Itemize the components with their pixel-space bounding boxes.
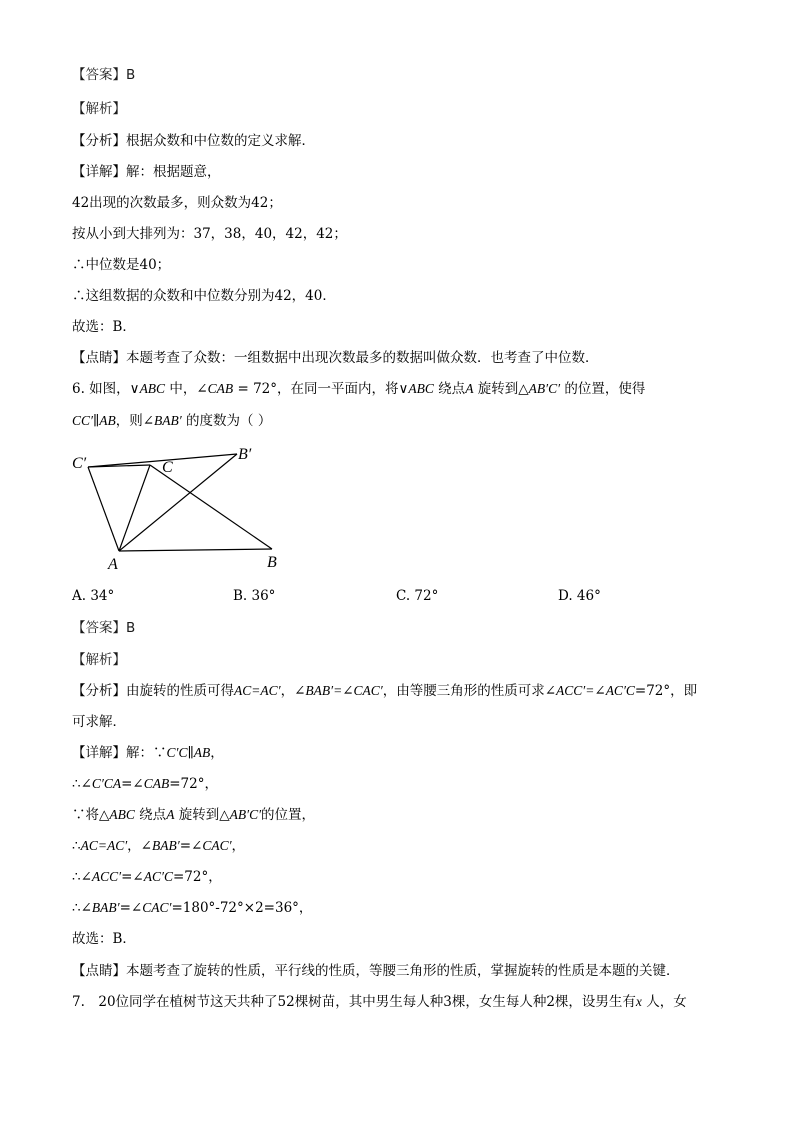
q6-step-math: AB′C′	[229, 807, 262, 822]
q6-fenxi-text: =72°，即	[634, 683, 698, 699]
q6-step-text: ，∠	[127, 838, 152, 854]
option-b: B. 36°	[233, 588, 276, 604]
q6-fenxi-math: CAC′	[353, 683, 383, 698]
q6-step-text: =72°，	[172, 869, 222, 885]
q6-stem-text: 的位置，使得	[560, 381, 646, 397]
triangle-symbol: ∨	[398, 381, 409, 397]
q6-xiangjie-text: 【详解】解：∵	[72, 745, 167, 761]
label-c: C	[162, 459, 173, 476]
q6-step-text: =180°-72°×2=36°，	[171, 900, 313, 916]
q5-answer: 【答案】B	[72, 67, 136, 83]
q5-analysis-heading: 【解析】	[72, 101, 126, 117]
q6-step-text: 绕点	[134, 807, 167, 823]
q6-stem-math: ABC	[408, 381, 434, 396]
q5-line3: ∴中位数是40；	[72, 257, 171, 273]
q6-step-math: CAC′	[202, 838, 232, 853]
q6-step-text: ，	[231, 838, 246, 854]
q6-step-text: =∠	[119, 900, 143, 916]
label-a: A	[108, 556, 118, 573]
option-d: D. 46°	[558, 588, 601, 604]
q6-stem-math: BAB′	[154, 413, 182, 428]
q6-step4	[72, 868, 222, 886]
q6-stem-text: ，则∠	[115, 413, 155, 429]
q6-fenxi	[72, 682, 697, 700]
q6-stem-text: 绕点	[433, 381, 466, 397]
q6-stem-text: 旋转到△	[473, 381, 529, 397]
q6-step-math: AC′C	[143, 869, 173, 884]
q6-xiangjie-math: C′C	[166, 745, 188, 760]
q7-stem-text: 人，女	[641, 994, 687, 1010]
q6-step-math: CAB	[143, 776, 170, 791]
q6-fenxi-math: ACC′=	[556, 683, 595, 698]
q6-stem-math: ABC	[139, 381, 166, 396]
q7-stem-text: 7. 20位同学在植树节这天共种了52棵树苗，其中男生每人种3棵，女生每人种2棵，设男生有	[72, 994, 636, 1010]
option-c: C. 72°	[396, 588, 439, 604]
q6-step-text: =72°，	[169, 776, 218, 792]
q6-step-text: =∠	[121, 776, 144, 792]
q6-step5	[72, 899, 312, 917]
q6-step-text: ∴∠	[72, 776, 92, 792]
label-c-prime: C′	[72, 455, 87, 472]
q6-fenxi-text: ∠	[594, 683, 606, 699]
q6-step-text: 旋转到△	[174, 807, 230, 823]
option-a: A. 34°	[72, 588, 115, 604]
q6-xiangjie-math: AB	[193, 745, 211, 760]
parallel-symbol: ∥	[187, 745, 194, 761]
q6-fenxi-text: ，由等腰三角形的性质可求∠	[382, 683, 557, 699]
q6-fenxi-text: ∠	[342, 683, 354, 699]
q6-fenxi-math: AC′C	[605, 683, 635, 698]
q5-line4: ∴这组数据的众数和中位数分别为42，40．	[72, 288, 336, 304]
q6-stem-math: AB′C′	[528, 381, 561, 396]
q6-stem-math: A	[465, 381, 474, 396]
q6-step-text: =∠	[121, 869, 144, 885]
q6-dianjing: 【点睛】本题考查了旋转的性质，平行线的性质，等腰三角形的性质，掌握旋转的性质是本题的关键．	[72, 963, 680, 979]
segment-c-b	[150, 465, 272, 549]
q6-figure	[66, 443, 296, 578]
q6-step-text: =∠	[179, 838, 203, 854]
q6-step2	[72, 806, 315, 824]
q5-line1: 42出现的次数最多，则众数为42；	[72, 195, 282, 211]
q6-fenxi-line2: 可求解．	[72, 714, 126, 730]
q6-fenxi-math: BAB′=	[305, 683, 343, 698]
q6-step-math: BAB′	[91, 900, 120, 915]
triangle-symbol: ∨	[129, 381, 140, 397]
q6-step-text: ∴	[72, 838, 81, 854]
q6-step-math: C′CA	[91, 776, 122, 791]
segment-a-b	[119, 549, 272, 551]
q6-analysis-heading: 【解析】	[72, 652, 126, 668]
q6-stem-text: 的度数为（ ）	[181, 413, 272, 429]
q6-stem-math: CC′	[72, 413, 93, 428]
q7-stem-math: x	[635, 994, 642, 1009]
q6-step-text: ∵将△	[72, 807, 110, 823]
q6-step-math: CAC′	[142, 900, 172, 915]
q5-fenxi: 【分析】根据众数和中位数的定义求解．	[72, 133, 315, 149]
q6-stem-line2	[72, 412, 271, 430]
q6-fenxi-text: ，∠	[280, 683, 306, 699]
q6-fenxi-text: 【分析】由旋转的性质可得	[72, 683, 234, 699]
q6-xiangjie	[72, 744, 224, 762]
q5-dianjing: 【点睛】本题考查了众数：一组数据中出现次数最多的数据叫做众数．也考查了中位数．	[72, 350, 599, 366]
q6-step1	[72, 775, 218, 793]
q6-choose: 故选：B．	[72, 931, 136, 947]
q6-stem-math: AB	[99, 413, 116, 428]
q6-step-text: ∴∠	[72, 900, 92, 916]
q6-step3	[72, 837, 245, 855]
q6-stem-math: CAB	[207, 381, 234, 396]
q6-stem-text: = 72°，在同一平面内，将	[233, 381, 399, 397]
segment-cp-a	[88, 467, 119, 551]
q7-stem	[72, 993, 687, 1011]
q6-xiangjie-text: ，	[210, 745, 224, 761]
label-b-prime: B′	[238, 446, 252, 463]
q6-answer: 【答案】B	[72, 620, 136, 636]
q5-xiangjie: 【详解】解：根据题意，	[72, 164, 221, 180]
q6-step-math: A	[166, 807, 175, 822]
label-b: B	[267, 554, 277, 571]
q6-stem-text: 中，∠	[165, 381, 208, 397]
q5-line2: 按从小到大排列为：37，38，40，42，42；	[72, 226, 347, 242]
q6-fenxi-math: AC=AC′	[234, 683, 281, 698]
q6-step-math: BAB′	[151, 838, 180, 853]
q6-step-text: ∴∠	[72, 869, 92, 885]
parallel-symbol: ∥	[92, 413, 100, 429]
q6-step-text: 的位置，	[261, 807, 316, 823]
q6-step-math: ABC	[109, 807, 135, 822]
q6-stem-text: 6. 如图，	[72, 381, 130, 397]
q6-step-math: ACC′	[91, 869, 122, 884]
q5-choose: 故选：B．	[72, 319, 136, 335]
q6-step-math: AC=AC′	[80, 838, 128, 853]
q6-stem-line1	[72, 380, 645, 398]
